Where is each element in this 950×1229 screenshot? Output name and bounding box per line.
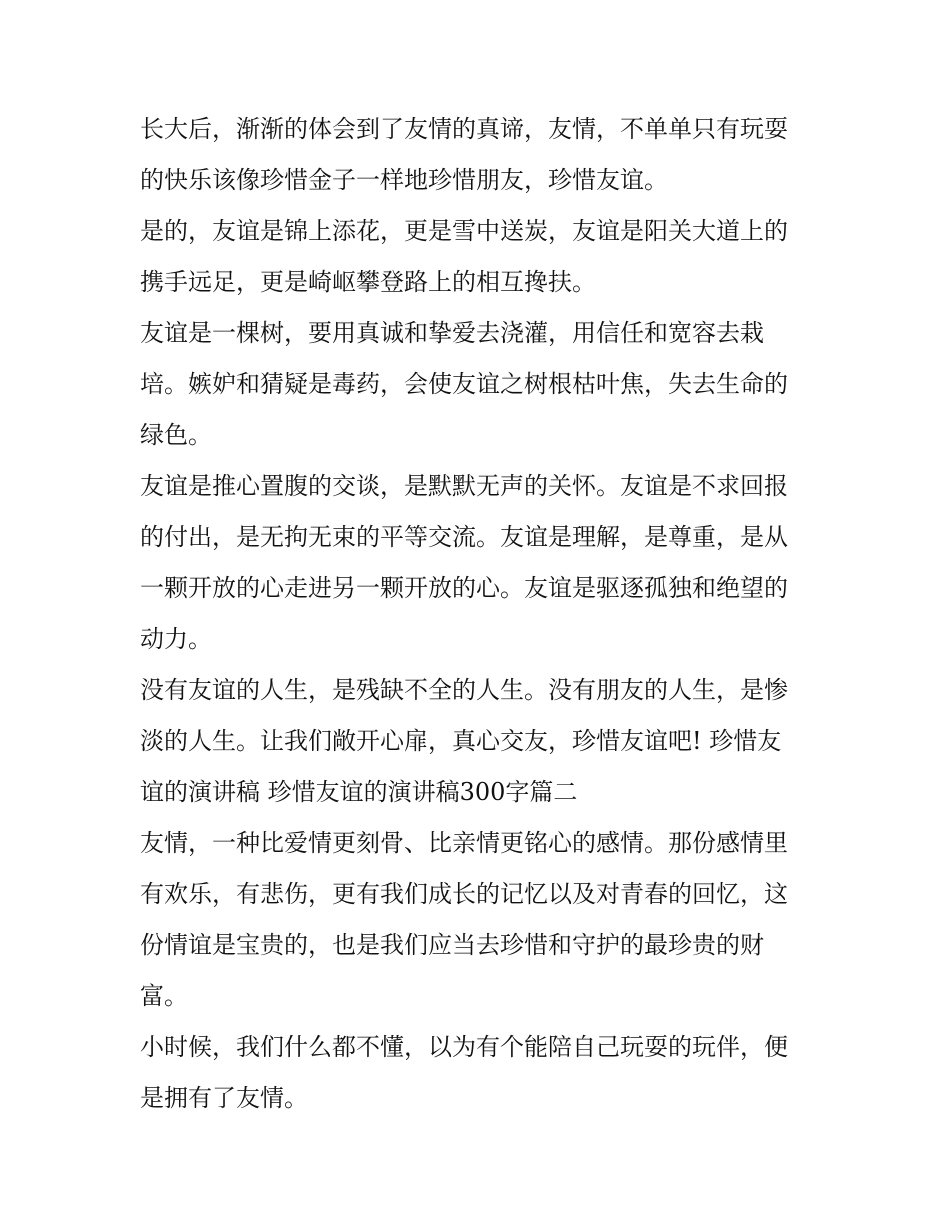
section-heading-line: 谊的演讲稿 珍惜友谊的演讲稿300字篇二 [140, 778, 578, 806]
paragraph-6 [140, 818, 812, 1022]
text-line: 长大后，渐渐的体会到了友情的真谛，友情，不单单只有玩耍 [140, 115, 788, 143]
text-line: 动力。 [140, 625, 212, 653]
text-line: 友谊是推心置腹的交谈，是默默无声的关怀。友谊是不求回报 [140, 472, 788, 500]
text-line: 的快乐该像珍惜金子一样地珍惜朋友，珍惜友谊。 [140, 166, 668, 194]
text-line: 有欢乐，有悲伤，更有我们成长的记忆以及对青春的回忆，这 [140, 880, 788, 908]
text-line: 没有友谊的人生，是残缺不全的人生。没有朋友的人生，是惨 [140, 676, 788, 704]
text-line: 培。嫉妒和猜疑是毒药，会使友谊之树根枯叶焦，失去生命的 [140, 370, 788, 398]
text-line: 份情谊是宝贵的，也是我们应当去珍惜和守护的最珍贵的财 [140, 931, 764, 959]
text-line: 一颗开放的心走进另一颗开放的心。友谊是驱逐孤独和绝望的 [140, 574, 788, 602]
paragraph-7 [140, 1022, 812, 1124]
text-line: 淡的人生。让我们敞开心扉，真心交友，珍惜友谊吧! 珍惜友 [140, 727, 782, 755]
paragraph-3 [140, 308, 812, 461]
text-line: 携手远足，更是崎岖攀登路上的相互搀扶。 [140, 268, 596, 296]
text-line: 是的，友谊是锦上添花，更是雪中送炭，友谊是阳关大道上的 [140, 217, 788, 245]
text-line: 富。 [140, 982, 188, 1010]
text-line: 绿色。 [140, 421, 212, 449]
paragraph-1 [140, 104, 812, 206]
document-body [140, 104, 812, 1124]
text-line: 是拥有了友情。 [140, 1084, 308, 1112]
paragraph-5 [140, 665, 812, 818]
text-line: 小时候，我们什么都不懂，以为有个能陪自己玩耍的玩伴，便 [140, 1033, 788, 1061]
text-line: 友谊是一棵树，要用真诚和挚爱去浇灌，用信任和宽容去栽 [140, 319, 764, 347]
text-line: 的付出，是无拘无束的平等交流。友谊是理解，是尊重，是从 [140, 523, 788, 551]
text-line: 友情，一种比爱情更刻骨、比亲情更铭心的感情。那份感情里 [140, 829, 788, 857]
paragraph-4 [140, 461, 812, 665]
paragraph-2 [140, 206, 812, 308]
